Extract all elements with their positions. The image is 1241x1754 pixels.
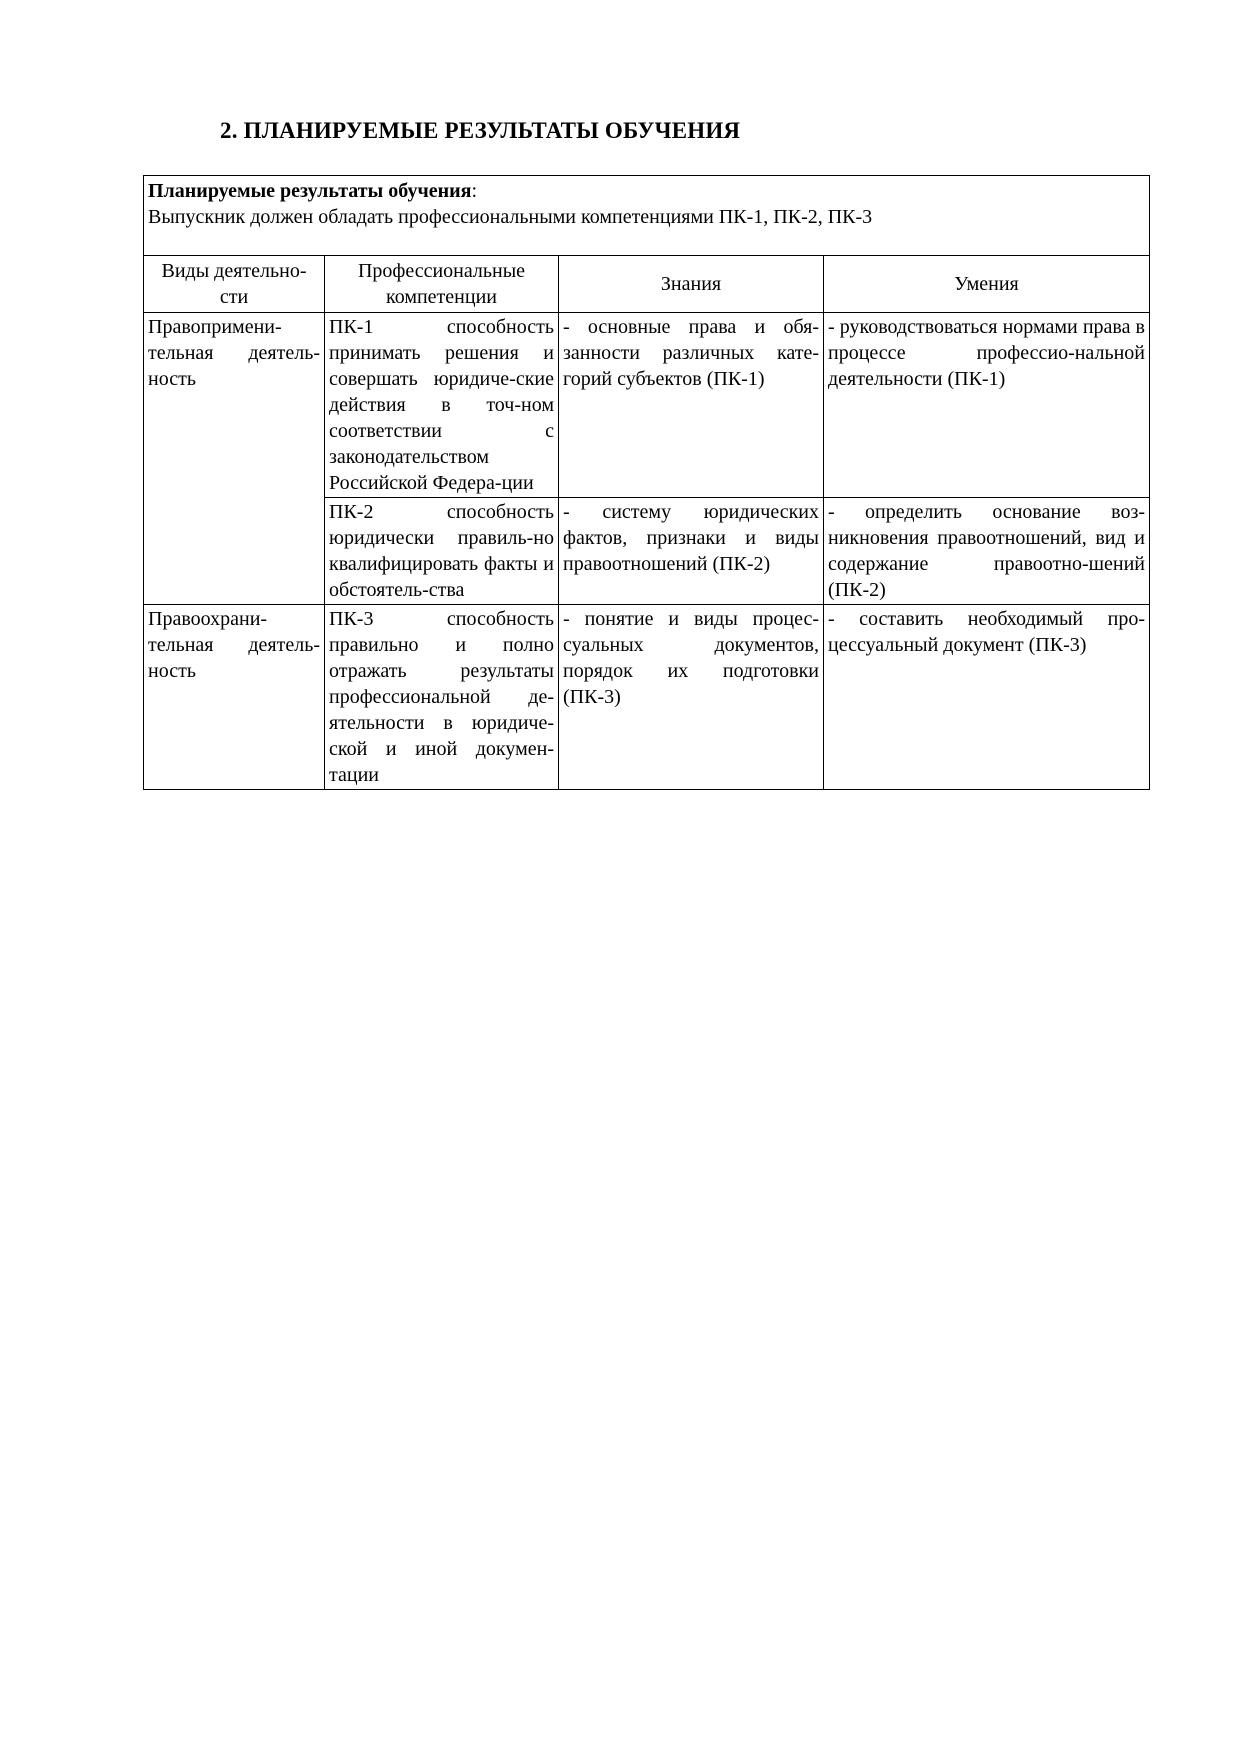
table-row [144, 605, 1150, 790]
column-header-activity: Виды деятельно-сти [144, 256, 325, 313]
header-row [144, 256, 1150, 313]
section-heading: 2. ПЛАНИРУЕМЫЕ РЕЗУЛЬТАТЫ ОБУЧЕНИЯ [220, 118, 741, 143]
intro-cell [144, 176, 1150, 256]
cell-knowledge: - систему юридических фактов, признаки и виды правоотношений (ПК-2) [559, 498, 824, 605]
intro-row [144, 176, 1150, 256]
table-row [144, 313, 1150, 498]
cell-skills: - определить основание воз-никновения правоотношений, вид и содержание правоотно-шений (ПК-2) [824, 498, 1150, 605]
cell-activity: Правоохрани-тельная деятель-ность [144, 605, 325, 790]
learning-outcomes-table [143, 175, 1150, 790]
cell-activity: Правопримени-тельная деятель-ность [144, 313, 325, 605]
intro-text: Выпускник должен обладать профессиональными компетенциями ПК-1, ПК-2, ПК-3 [148, 206, 873, 228]
cell-competence: ПК-1 способность принимать решения и совершать юридиче-ские действия в точ-ном соответствии с законодательством Российской Федера-ции [325, 313, 559, 498]
cell-knowledge: - понятие и виды процес-суальных документов, порядок их подготовки (ПК-3) [559, 605, 824, 790]
cell-skills: - руководствоваться нормами права в процессе профессио-нальной деятельности (ПК-1) [824, 313, 1150, 498]
intro-title: Планируемые результаты обучения [148, 180, 472, 202]
cell-skills: - составить необходимый про-цессуальный документ (ПК-3) [824, 605, 1150, 790]
cell-competence: ПК-2 способность юридически правиль-но квалифицировать факты и обстоятель-ства [325, 498, 559, 605]
column-header-competence: Профессиональные компетенции [325, 256, 559, 313]
cell-competence: ПК-3 способность правильно и полно отражать результаты профессиональной де-ятельности в юридиче-ской и иной докумен-тации [325, 605, 559, 790]
column-header-skills: Умения [824, 256, 1150, 313]
cell-knowledge: - основные права и обя-занности различных кате-горий субъектов (ПК-1) [559, 313, 824, 498]
column-header-knowledge: Знания [559, 256, 824, 313]
intro-colon: : [471, 180, 478, 202]
